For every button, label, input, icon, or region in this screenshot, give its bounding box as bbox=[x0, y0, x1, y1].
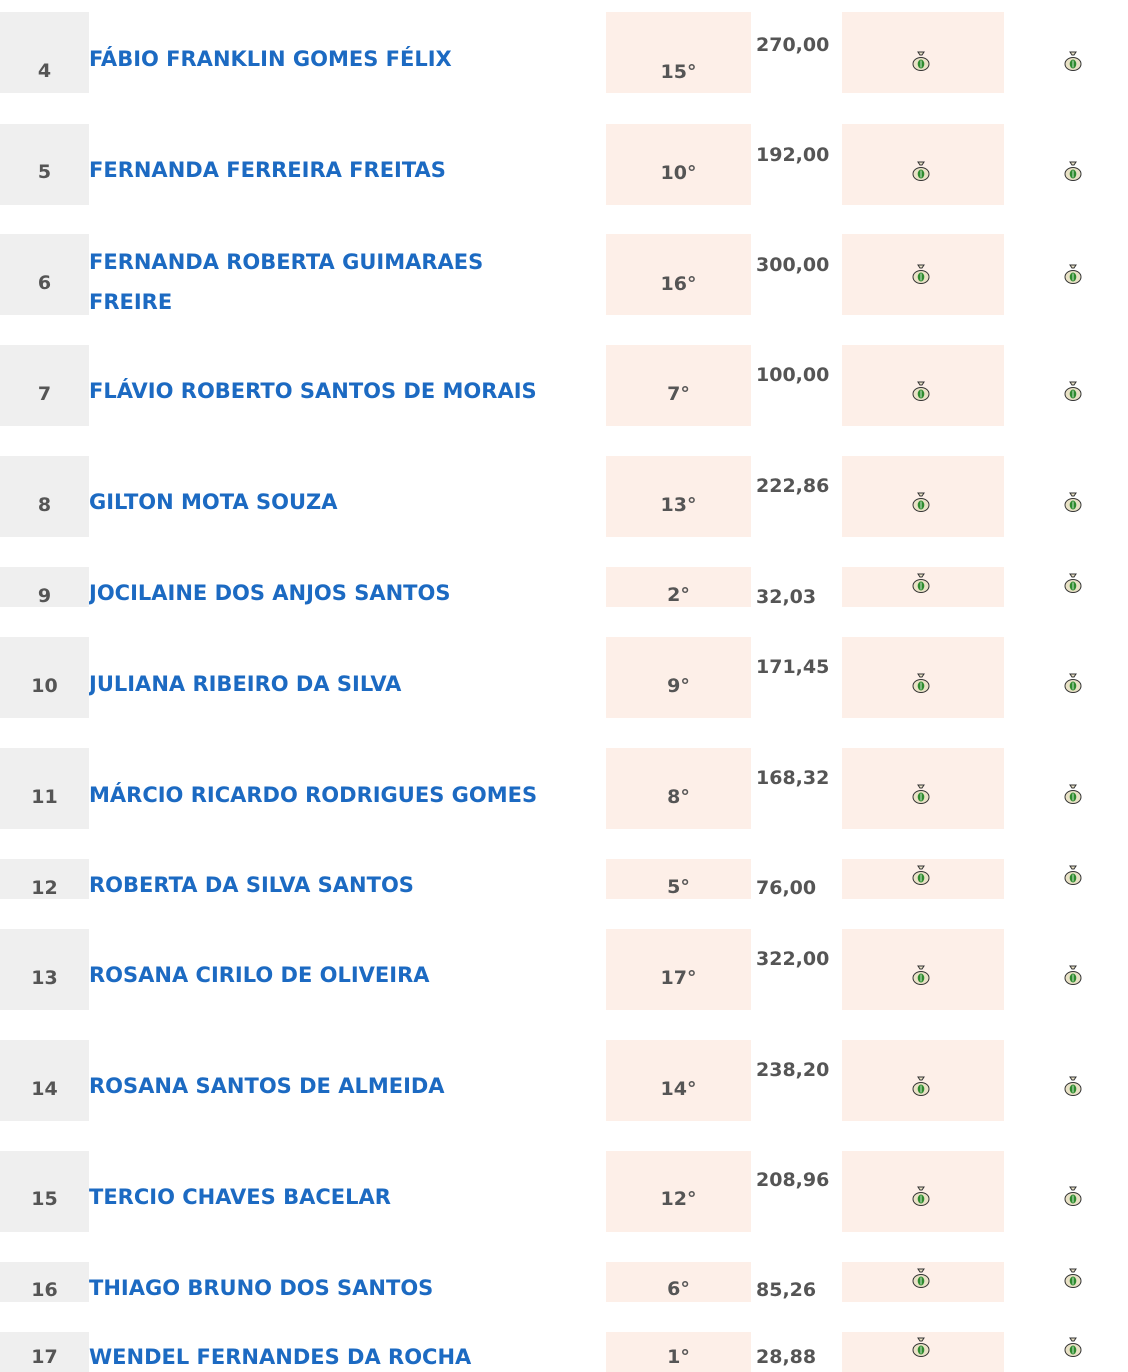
placement: 5° bbox=[667, 876, 690, 898]
row-number-cell bbox=[0, 929, 89, 1010]
payment-cell-1 bbox=[842, 1332, 1004, 1372]
participant-name-link[interactable]: ROSANA SANTOS DE ALMEIDA bbox=[89, 1074, 445, 1098]
money-bag-icon[interactable] bbox=[1064, 573, 1082, 593]
placement: 7° bbox=[667, 383, 690, 405]
placement: 10° bbox=[660, 162, 697, 184]
payment-cell-2 bbox=[1004, 1262, 1128, 1302]
participant-name-link-line2[interactable]: FREIRE bbox=[89, 290, 173, 314]
payment-cell-2 bbox=[1004, 456, 1128, 537]
payment-cell-1 bbox=[842, 1040, 1004, 1121]
amount-value: 28,88 bbox=[756, 1346, 817, 1368]
money-bag-icon[interactable] bbox=[1064, 1186, 1082, 1206]
participant-name-link[interactable]: THIAGO BRUNO DOS SANTOS bbox=[89, 1276, 434, 1300]
placement-cell bbox=[606, 124, 751, 205]
value-cell bbox=[751, 124, 842, 205]
money-bag-icon[interactable] bbox=[1064, 1268, 1082, 1288]
money-bag-icon[interactable] bbox=[1064, 673, 1082, 693]
money-bag-icon[interactable] bbox=[912, 161, 930, 181]
name-cell bbox=[89, 567, 606, 607]
payment-cell-2 bbox=[1004, 124, 1128, 205]
placement: 8° bbox=[667, 786, 690, 808]
name-cell bbox=[89, 456, 606, 537]
money-bag-icon[interactable] bbox=[1064, 264, 1082, 284]
money-bag-icon[interactable] bbox=[1064, 492, 1082, 512]
amount-value: 300,00 bbox=[756, 254, 830, 276]
placement: 16° bbox=[660, 273, 697, 295]
money-bag-icon[interactable] bbox=[912, 51, 930, 71]
money-bag-icon[interactable] bbox=[1064, 381, 1082, 401]
row-number-cell bbox=[0, 345, 89, 426]
value-cell bbox=[751, 859, 842, 899]
participant-name-link[interactable]: FLÁVIO ROBERTO SANTOS DE MORAIS bbox=[89, 379, 537, 403]
placement-cell bbox=[606, 456, 751, 537]
money-bag-icon[interactable] bbox=[912, 784, 930, 804]
table-row bbox=[0, 748, 1128, 829]
row-number-cell bbox=[0, 1040, 89, 1121]
row-number: 5 bbox=[37, 161, 52, 183]
placement-cell bbox=[606, 929, 751, 1010]
name-cell bbox=[89, 1262, 606, 1302]
row-number-cell bbox=[0, 567, 89, 607]
placement: 15° bbox=[660, 61, 697, 83]
amount-value: 171,45 bbox=[756, 656, 830, 678]
money-bag-icon[interactable] bbox=[1064, 1337, 1082, 1357]
placement: 12° bbox=[660, 1188, 697, 1210]
money-bag-icon[interactable] bbox=[912, 1337, 930, 1357]
table-row bbox=[0, 859, 1128, 899]
value-cell bbox=[751, 637, 842, 718]
value-cell bbox=[751, 1262, 842, 1302]
participant-name-link[interactable]: FERNANDA FERREIRA FREITAS bbox=[89, 158, 446, 182]
table-row bbox=[0, 567, 1128, 607]
value-cell bbox=[751, 456, 842, 537]
payment-cell-1 bbox=[842, 124, 1004, 205]
payment-cell-2 bbox=[1004, 1040, 1128, 1121]
row-number: 10 bbox=[31, 675, 58, 697]
value-cell bbox=[751, 1151, 842, 1232]
payment-cell-2 bbox=[1004, 929, 1128, 1010]
name-cell bbox=[89, 234, 606, 315]
placement: 13° bbox=[660, 494, 697, 516]
row-number: 4 bbox=[37, 60, 52, 82]
amount-value: 100,00 bbox=[756, 364, 830, 386]
value-cell bbox=[751, 234, 842, 315]
placement-cell bbox=[606, 567, 751, 607]
money-bag-icon[interactable] bbox=[912, 1186, 930, 1206]
amount-value: 168,32 bbox=[756, 767, 830, 789]
row-number: 8 bbox=[37, 494, 52, 516]
money-bag-icon[interactable] bbox=[1064, 784, 1082, 804]
placement-cell bbox=[606, 1040, 751, 1121]
payment-cell-1 bbox=[842, 637, 1004, 718]
payment-cell-2 bbox=[1004, 748, 1128, 829]
name-cell bbox=[89, 1332, 606, 1372]
amount-value: 192,00 bbox=[756, 144, 830, 166]
table-row bbox=[0, 124, 1128, 205]
money-bag-icon[interactable] bbox=[912, 965, 930, 985]
participant-name-link[interactable]: GILTON MOTA SOUZA bbox=[89, 490, 338, 514]
money-bag-icon[interactable] bbox=[1064, 161, 1082, 181]
amount-value: 208,96 bbox=[756, 1169, 830, 1191]
money-bag-icon[interactable] bbox=[912, 673, 930, 693]
row-number-cell bbox=[0, 859, 89, 899]
placement-cell bbox=[606, 1332, 751, 1372]
participant-name-link[interactable]: FÁBIO FRANKLIN GOMES FÉLIX bbox=[89, 47, 452, 71]
payment-cell-2 bbox=[1004, 637, 1128, 718]
row-number: 6 bbox=[37, 272, 52, 294]
participant-name-link[interactable]: JOCILAINE DOS ANJOS SANTOS bbox=[89, 581, 451, 605]
row-number: 9 bbox=[37, 585, 52, 607]
payment-cell-2 bbox=[1004, 12, 1128, 93]
row-number-cell bbox=[0, 1262, 89, 1302]
row-number: 7 bbox=[37, 383, 52, 405]
money-bag-icon[interactable] bbox=[912, 264, 930, 284]
amount-value: 270,00 bbox=[756, 34, 830, 56]
payment-cell-1 bbox=[842, 859, 1004, 899]
money-bag-icon[interactable] bbox=[912, 1076, 930, 1096]
amount-value: 85,26 bbox=[756, 1279, 817, 1301]
placement-cell bbox=[606, 234, 751, 315]
payment-cell-1 bbox=[842, 1262, 1004, 1302]
row-number: 12 bbox=[31, 877, 58, 899]
placement-cell bbox=[606, 345, 751, 426]
payment-cell-2 bbox=[1004, 567, 1128, 607]
payment-cell-1 bbox=[842, 345, 1004, 426]
money-bag-icon[interactable] bbox=[1064, 51, 1082, 71]
placement: 6° bbox=[667, 1278, 690, 1300]
payment-cell-2 bbox=[1004, 1332, 1128, 1372]
payment-cell-2 bbox=[1004, 345, 1128, 426]
placement: 14° bbox=[660, 1078, 697, 1100]
placement: 17° bbox=[660, 967, 697, 989]
payment-cell-1 bbox=[842, 748, 1004, 829]
participant-name-link[interactable]: MÁRCIO RICARDO RODRIGUES GOMES bbox=[89, 783, 538, 807]
name-cell bbox=[89, 929, 606, 1010]
placement-cell bbox=[606, 748, 751, 829]
row-number-cell bbox=[0, 456, 89, 537]
value-cell bbox=[751, 567, 842, 607]
money-bag-icon[interactable] bbox=[912, 381, 930, 401]
name-cell bbox=[89, 1151, 606, 1232]
participant-name-link[interactable]: JULIANA RIBEIRO DA SILVA bbox=[89, 672, 402, 696]
name-cell bbox=[89, 748, 606, 829]
participant-name-link[interactable]: ROSANA CIRILO DE OLIVEIRA bbox=[89, 963, 430, 987]
value-cell bbox=[751, 929, 842, 1010]
name-cell bbox=[89, 859, 606, 899]
name-cell bbox=[89, 1040, 606, 1121]
table-row bbox=[0, 12, 1128, 93]
table-row bbox=[0, 1332, 1128, 1372]
payment-cell-1 bbox=[842, 567, 1004, 607]
placement: 1° bbox=[667, 1346, 690, 1368]
payment-cell-1 bbox=[842, 929, 1004, 1010]
value-cell bbox=[751, 1040, 842, 1121]
participant-name-link[interactable]: FERNANDA ROBERTA GUIMARAES bbox=[89, 250, 484, 274]
row-number-cell bbox=[0, 748, 89, 829]
name-cell bbox=[89, 637, 606, 718]
payment-cell-1 bbox=[842, 456, 1004, 537]
payment-cell-1 bbox=[842, 234, 1004, 315]
table-row bbox=[0, 1262, 1128, 1302]
amount-value: 222,86 bbox=[756, 475, 830, 497]
placement: 9° bbox=[667, 675, 690, 697]
money-bag-icon[interactable] bbox=[912, 492, 930, 512]
row-number: 16 bbox=[31, 1279, 58, 1301]
row-number: 17 bbox=[31, 1346, 58, 1368]
amount-value: 32,03 bbox=[756, 586, 817, 607]
row-number-cell bbox=[0, 637, 89, 718]
row-number-cell bbox=[0, 12, 89, 93]
money-bag-icon[interactable] bbox=[912, 865, 930, 885]
placement-cell bbox=[606, 1262, 751, 1302]
row-number: 15 bbox=[31, 1188, 58, 1210]
row-number: 11 bbox=[31, 786, 58, 808]
payment-cell-1 bbox=[842, 1151, 1004, 1232]
table-row bbox=[0, 929, 1128, 1010]
money-bag-icon[interactable] bbox=[1064, 965, 1082, 985]
name-cell bbox=[89, 124, 606, 205]
value-cell bbox=[751, 748, 842, 829]
payment-cell-2 bbox=[1004, 1151, 1128, 1232]
row-number-cell bbox=[0, 1332, 89, 1372]
placement-cell bbox=[606, 637, 751, 718]
amount-value: 238,20 bbox=[756, 1059, 830, 1081]
table-row bbox=[0, 637, 1128, 718]
value-cell bbox=[751, 1332, 842, 1372]
table-row bbox=[0, 1151, 1128, 1232]
table-row bbox=[0, 1040, 1128, 1121]
amount-value: 322,00 bbox=[756, 948, 830, 970]
payment-cell-2 bbox=[1004, 234, 1128, 315]
row-number-cell bbox=[0, 234, 89, 315]
name-cell bbox=[89, 12, 606, 93]
row-number: 13 bbox=[31, 967, 58, 989]
payment-cell-2 bbox=[1004, 859, 1128, 899]
name-cell bbox=[89, 345, 606, 426]
placement-cell bbox=[606, 12, 751, 93]
participant-name-link[interactable]: ROBERTA DA SILVA SANTOS bbox=[89, 873, 414, 897]
money-bag-icon[interactable] bbox=[912, 1268, 930, 1288]
row-number-cell bbox=[0, 1151, 89, 1232]
placement: 2° bbox=[667, 584, 690, 606]
amount-value: 76,00 bbox=[756, 877, 817, 899]
money-bag-icon[interactable] bbox=[1064, 865, 1082, 885]
table-row bbox=[0, 345, 1128, 426]
placement-cell bbox=[606, 859, 751, 899]
table-row bbox=[0, 234, 1128, 315]
participant-name-link[interactable]: TERCIO CHAVES BACELAR bbox=[89, 1185, 391, 1209]
money-bag-icon[interactable] bbox=[1064, 1076, 1082, 1096]
row-number-cell bbox=[0, 124, 89, 205]
table-row bbox=[0, 456, 1128, 537]
value-cell bbox=[751, 345, 842, 426]
money-bag-icon[interactable] bbox=[912, 573, 930, 593]
placement-cell bbox=[606, 1151, 751, 1232]
payment-cell-1 bbox=[842, 12, 1004, 93]
row-number: 14 bbox=[31, 1078, 58, 1100]
participant-name-link[interactable]: WENDEL FERNANDES DA ROCHA bbox=[89, 1345, 472, 1369]
value-cell bbox=[751, 12, 842, 93]
